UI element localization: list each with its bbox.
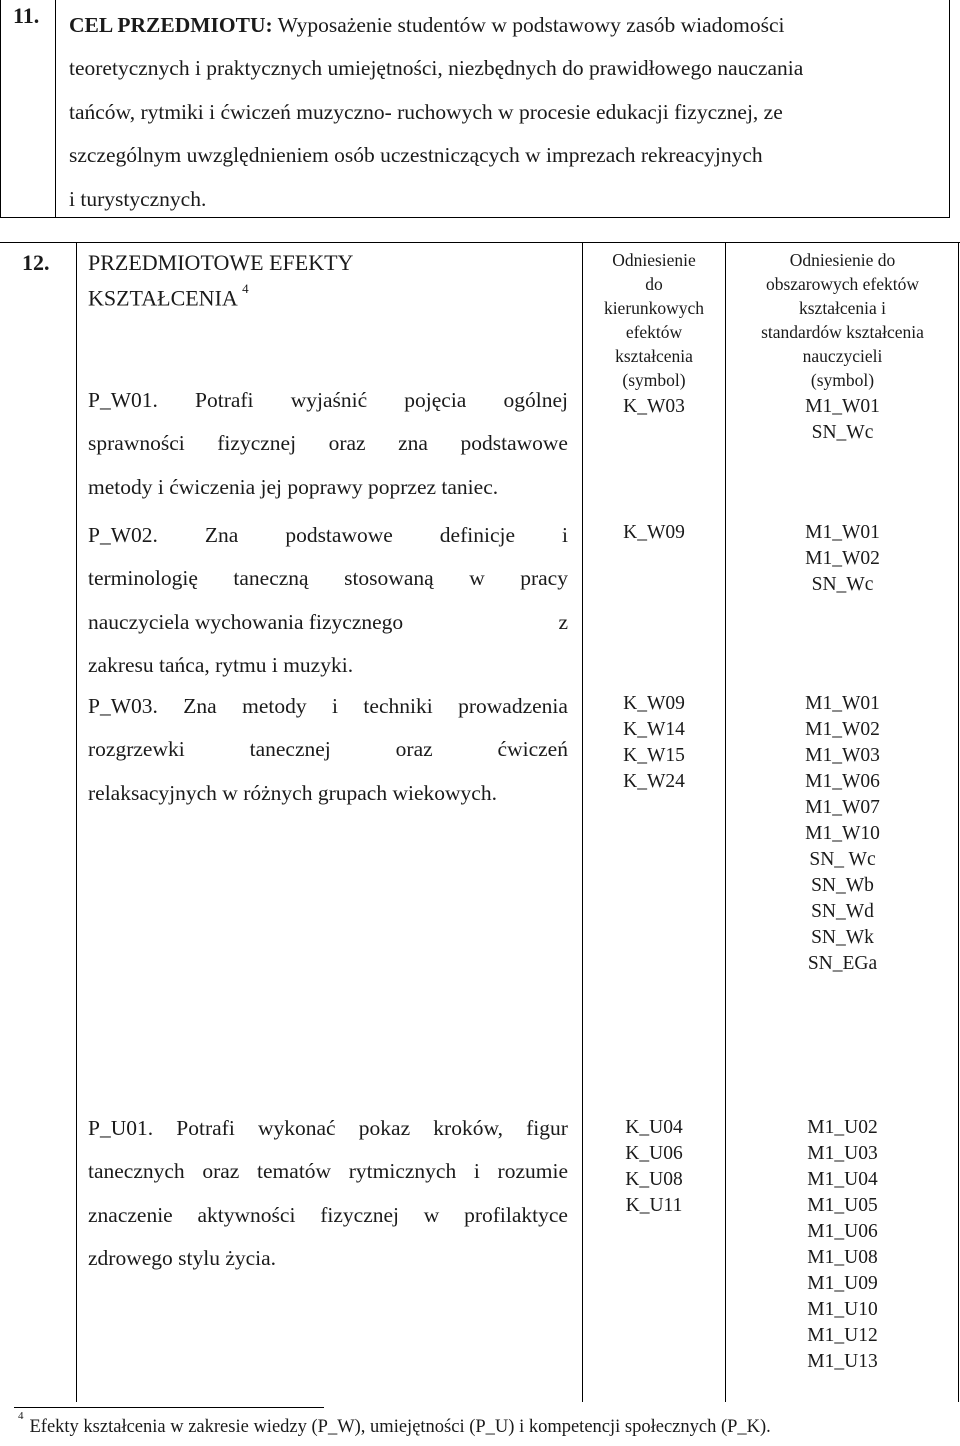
word: prowadzenia <box>458 694 568 718</box>
header-kierunkowe-line: (symbol) <box>622 370 686 390</box>
section-11-label: CEL PRZEDMIOTU: <box>69 13 273 37</box>
word: tematów <box>257 1159 332 1184</box>
word: terminologię <box>88 566 198 591</box>
symbol-code: M1_U09 <box>807 1273 878 1294</box>
header-kierunkowe-line: kierunkowych <box>603 298 705 318</box>
word: pracy <box>520 566 568 591</box>
effect-p-w02-line-2 <box>88 557 568 600</box>
word: Potrafi <box>195 388 254 412</box>
symbol-code: SN_Wb <box>811 875 874 896</box>
footnote <box>18 1410 771 1438</box>
section-12-number: 12. <box>22 250 50 275</box>
symbol-code: K_U04 <box>625 1117 683 1138</box>
word: rozgrzewki <box>88 737 185 762</box>
effect-p-w01-line-2 <box>88 422 568 465</box>
effect-p-u01-line-1 <box>88 1107 568 1150</box>
symbol-code: SN_Wc <box>811 574 874 595</box>
symbol-code: K_U11 <box>625 1195 683 1216</box>
symbol-code: K_W09 <box>623 522 685 543</box>
symbol-code: K_W14 <box>623 719 685 740</box>
section-11-line-1 <box>69 4 944 47</box>
header-obszarowe-line: obszarowych efektów <box>765 274 920 294</box>
section-11-line-4: szczególnym uwzględnieniem osób uczestniczących w imprezach rekreacyjnych <box>69 143 763 168</box>
word: oraz <box>395 737 433 762</box>
word: i <box>562 523 568 547</box>
footnote-separator <box>14 1407 324 1408</box>
header-kierunkowe <box>584 248 724 392</box>
header-kierunkowe-line: Odniesienie <box>612 250 696 270</box>
effect-code: P_W02. <box>88 523 158 547</box>
header-obszarowe-line: kształcenia i <box>799 298 886 318</box>
header-kierunkowe-line: do <box>645 274 663 294</box>
word: oraz <box>202 1159 240 1184</box>
section-11-line-3: tańców, rytmiki i ćwiczeń muzyczno- ruchowych w procesie edukacji fizycznej, ze <box>69 99 783 124</box>
table-top-border <box>0 242 960 243</box>
symbol-code: M1_W02 <box>805 719 880 740</box>
header-kierunkowe-line: efektów <box>625 322 683 342</box>
word: techniki <box>363 694 433 718</box>
symbol-code: M1_U13 <box>807 1351 878 1372</box>
section-11-text <box>69 4 944 221</box>
word: Potrafi <box>176 1116 235 1140</box>
word: i <box>332 694 339 718</box>
word: nauczyciela wychowania fizycznego <box>88 609 404 634</box>
word: i <box>473 1159 480 1184</box>
effect-p-w03-line-1 <box>88 685 568 728</box>
symbol-code: K_W15 <box>623 745 685 766</box>
symbol-code: M1_U04 <box>807 1169 878 1190</box>
word: z <box>558 609 568 634</box>
footnote-ref: 4 <box>242 281 249 296</box>
effect-p-w02 <box>88 514 568 688</box>
word: rytmicznych <box>348 1159 457 1184</box>
footnote-text: Efekty kształcenia w zakresie wiedzy (P_W), umiejętności (P_U) i kompetencji społecznych (P_K). <box>29 1417 771 1438</box>
symbol-code: M1_W02 <box>805 548 880 569</box>
symbol-code: M1_W01 <box>805 522 880 543</box>
effect-code: P_U01. <box>88 1116 154 1140</box>
section-11-box <box>0 0 950 218</box>
obszarowe-p-w01 <box>727 394 958 446</box>
symbol-code: K_W24 <box>623 771 685 792</box>
symbol-code: M1_W06 <box>805 771 880 792</box>
effect-p-u01-line-4: zdrowego stylu życia. <box>88 1246 277 1271</box>
section-12-title <box>88 248 353 313</box>
symbol-code: K_W03 <box>623 396 685 417</box>
word: ogólnej <box>503 388 568 412</box>
word: aktywności <box>197 1202 296 1227</box>
word: stosowaną <box>344 566 434 591</box>
section-12-table <box>0 242 960 1402</box>
word: znaczenie <box>88 1202 173 1227</box>
effect-p-w02-line-1 <box>88 514 568 557</box>
symbol-code: M1_W01 <box>805 396 880 417</box>
symbol-code: M1_U12 <box>807 1325 878 1346</box>
effect-p-w03-line-3: relaksacyjnych w różnych grupach wiekowych. <box>88 780 497 805</box>
word: ćwiczeń <box>497 737 568 762</box>
symbol-code: K_U06 <box>625 1143 683 1164</box>
symbol-code: SN_Wc <box>811 422 874 443</box>
footnote-mark: 4 <box>18 1410 24 1422</box>
effect-p-w03-line-2 <box>88 728 568 771</box>
word: figur <box>526 1116 568 1140</box>
column-divider-2 <box>582 242 583 1402</box>
word: Zna <box>183 694 217 718</box>
kierunkowe-p-w01 <box>584 394 724 420</box>
symbol-code: K_W09 <box>623 693 685 714</box>
word: pojęcia <box>404 388 467 412</box>
symbol-code: M1_W03 <box>805 745 880 766</box>
word: podstawowe <box>460 431 568 456</box>
word: metody <box>242 694 307 718</box>
header-obszarowe-line: standardów kształcenia <box>761 322 924 342</box>
kierunkowe-p-u01 <box>584 1115 724 1219</box>
table-right-border <box>958 242 959 1402</box>
word: rozumie <box>497 1159 568 1184</box>
word: podstawowe <box>285 523 393 547</box>
word: w <box>469 566 485 591</box>
word: taneczną <box>233 566 309 591</box>
column-divider-1 <box>76 242 77 1402</box>
symbol-code: K_U08 <box>625 1169 683 1190</box>
word: sprawności <box>88 431 185 456</box>
kierunkowe-p-w03 <box>584 691 724 795</box>
header-kierunkowe-line: kształcenia <box>615 346 693 366</box>
word: zna <box>398 431 428 456</box>
symbol-code: M1_W07 <box>805 797 880 818</box>
effect-code: P_W01. <box>88 388 158 412</box>
symbol-code: M1_U03 <box>807 1143 878 1164</box>
word: tanecznej <box>249 737 331 762</box>
word: tanecznych <box>88 1159 185 1184</box>
effect-code: P_W03. <box>88 694 158 718</box>
effect-p-w01 <box>88 379 568 509</box>
symbol-code: M1_U06 <box>807 1221 878 1242</box>
word: Zna <box>204 523 239 547</box>
symbol-code: M1_U02 <box>807 1117 878 1138</box>
symbol-code: SN_Wk <box>811 927 874 948</box>
section-11-number: 11. <box>1 0 56 217</box>
obszarowe-p-w03 <box>727 691 958 977</box>
header-obszarowe-line: Odniesienie do <box>789 250 896 270</box>
symbol-code: M1_U10 <box>807 1299 878 1320</box>
word: oraz <box>328 431 366 456</box>
word: fizycznej <box>217 431 297 456</box>
symbol-code: M1_W01 <box>805 693 880 714</box>
effect-p-u01 <box>88 1107 568 1281</box>
obszarowe-p-u01 <box>727 1115 958 1375</box>
symbol-code: SN_ Wc <box>809 849 876 870</box>
section-11-line-1-text: Wyposażenie studentów w podstawowy zasób wiadomości <box>272 13 785 37</box>
header-obszarowe-line: (symbol) <box>810 370 875 390</box>
word: definicje <box>439 523 516 547</box>
column-divider-3 <box>725 242 726 1402</box>
effect-p-w02-line-4: zakresu tańca, rytmu i muzyki. <box>88 653 354 678</box>
effect-p-w01-line-3: metody i ćwiczenia jej poprawy poprzez taniec. <box>88 474 499 499</box>
symbol-code: M1_U08 <box>807 1247 878 1268</box>
effect-p-w02-line-3 <box>88 601 568 644</box>
word: w <box>423 1202 440 1227</box>
section-12-title-line-2 <box>88 278 353 313</box>
section-12-title-text: KSZTAŁCENIA <box>88 285 237 311</box>
symbol-code: M1_U05 <box>807 1195 878 1216</box>
header-obszarowe <box>727 248 958 392</box>
effect-p-w03 <box>88 685 568 815</box>
obszarowe-p-w02 <box>727 520 958 598</box>
word: pokaz <box>358 1116 411 1140</box>
symbol-code: M1_W10 <box>805 823 880 844</box>
word: wykonać <box>257 1116 336 1140</box>
section-11-line-5: i turystycznych. <box>69 186 207 211</box>
section-11-line-2: teoretycznych i praktycznych umiejętności, niezbędnych do prawidłowego nauczania <box>69 56 804 81</box>
kierunkowe-p-w02 <box>584 520 724 546</box>
effect-p-u01-line-2 <box>88 1150 568 1193</box>
section-12-title-line-1: PRZEDMIOTOWE EFEKTY <box>88 250 354 275</box>
word: kroków, <box>433 1116 503 1140</box>
word: wyjaśnić <box>290 388 368 412</box>
effect-p-u01-line-3 <box>88 1194 568 1237</box>
symbol-code: SN_Wd <box>811 901 874 922</box>
symbol-code: SN_EGa <box>807 953 878 974</box>
word: fizycznej <box>320 1202 400 1227</box>
header-obszarowe-line: nauczycieli <box>802 346 883 366</box>
word: profilaktyce <box>464 1202 568 1227</box>
effect-p-w01-line-1 <box>88 379 568 422</box>
